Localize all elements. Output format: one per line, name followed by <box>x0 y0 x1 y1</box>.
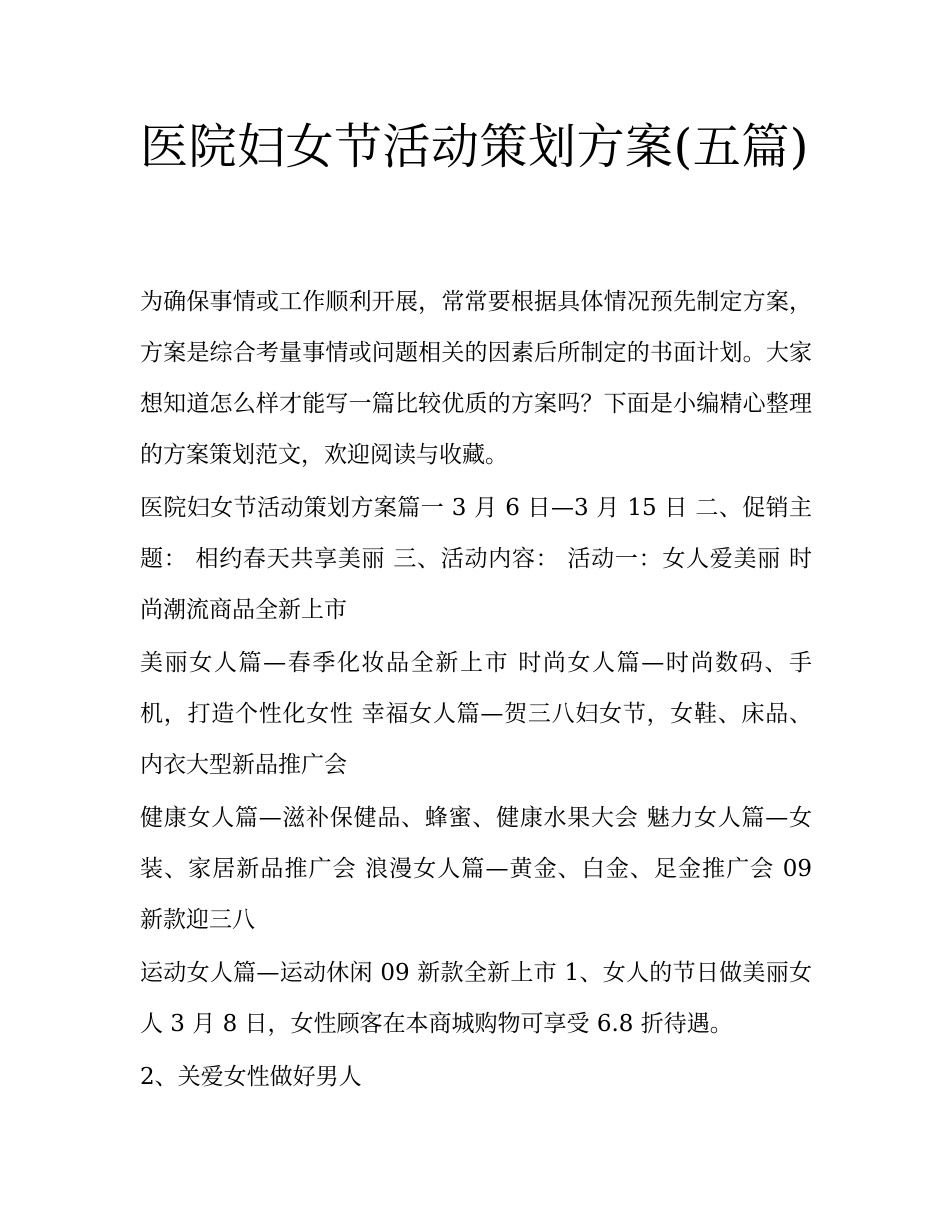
paragraph-beauty-fashion: 美丽女人篇—春季化妆品全新上市 时尚女人篇—时尚数码、手机，打造个性化女性 幸福女人篇—贺三八妇女节，女鞋、床品、内衣大型新品推广会 <box>140 650 812 778</box>
document-title: 医院妇女节活动策划方案(五篇) <box>140 119 809 175</box>
paragraph-sports-discount: 运动女人篇—运动休闲 09 新款全新上市 1、女人的节日做美丽女人 3 月 8 日，女性顾客在本商城购物可享受 6.8 折待遇。 <box>140 960 812 1037</box>
paragraph-plan-1: 医院妇女节活动策划方案篇一 3 月 6 日—3 月 15 日 二、促销主题： 相约春天共享美丽 三、活动内容： 活动一：女人爱美丽 时尚潮流商品全新上市 <box>140 495 812 623</box>
document-page <box>140 0 812 1229</box>
intro-paragraph: 为确保事情或工作顺利开展，常常要根据具体情况预先制定方案，方案是综合考量事情或问题相关的因素后所制定的书面计划。大家想知道怎么样才能写一篇比较优质的方案吗？下面是小编精心整理的方案策划范文，欢迎阅读与收藏。 <box>140 289 812 468</box>
paragraph-care-women: 2、关爱女性做好男人 <box>140 1064 362 1090</box>
paragraph-health-charm: 健康女人篇—滋补保健品、蜂蜜、健康水果大会 魅力女人篇—女装、家居新品推广会 浪漫女人篇—黄金、白金、足金推广会 09 新款迎三八 <box>140 805 812 933</box>
document-body <box>140 277 812 1105</box>
